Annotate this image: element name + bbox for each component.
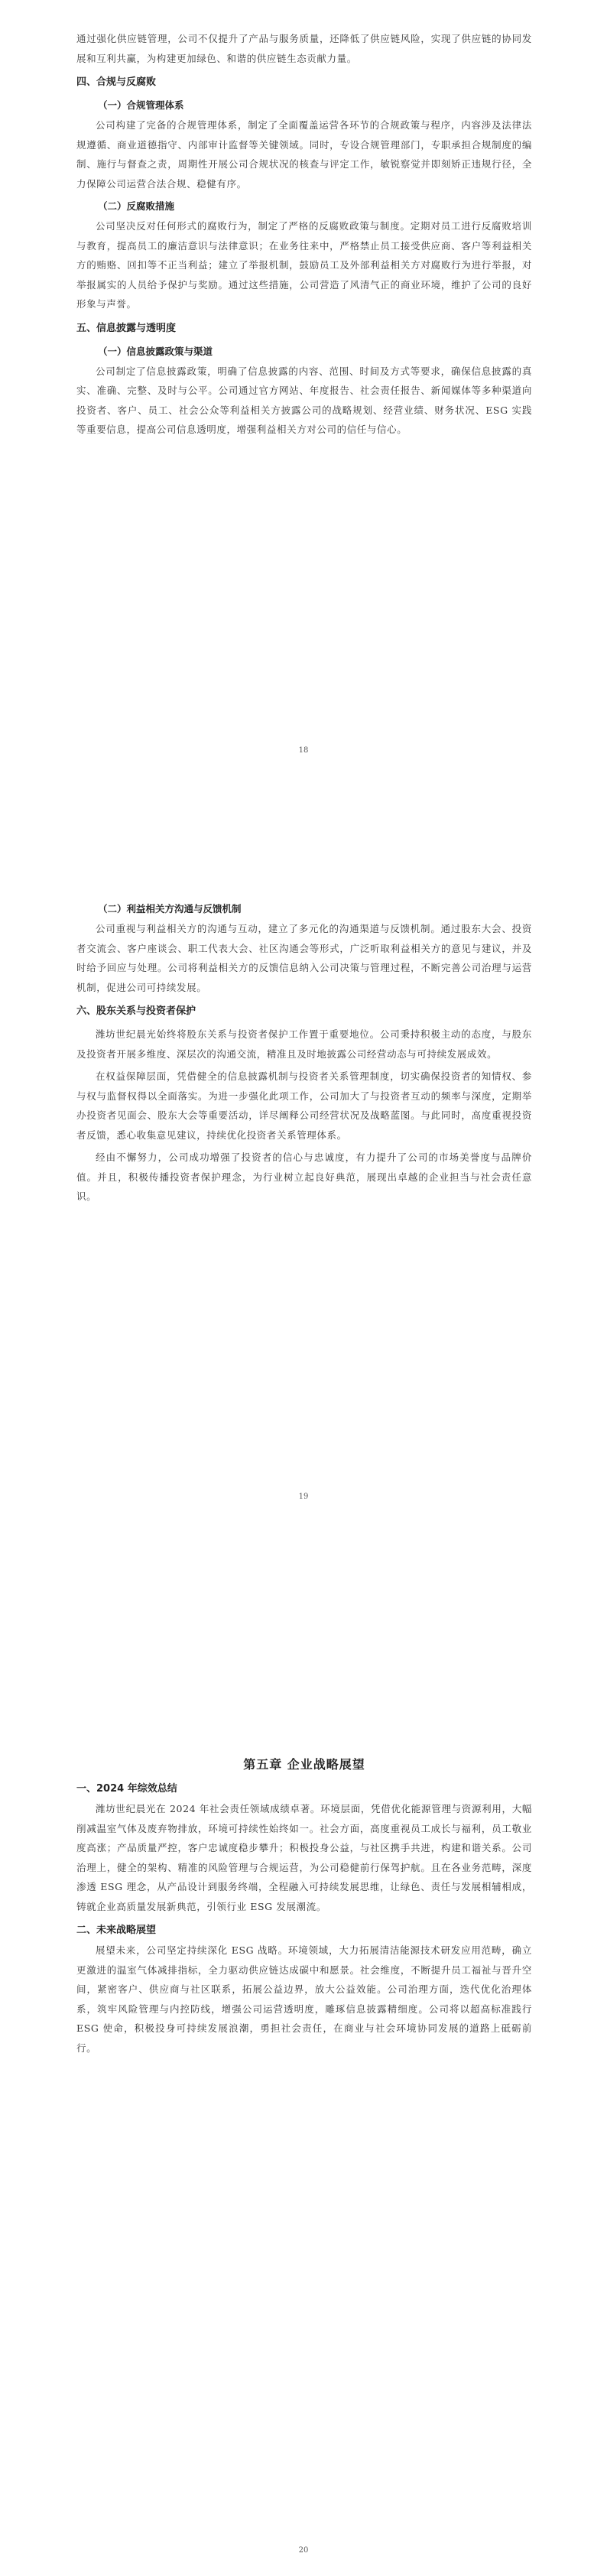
continuation-paragraph: 通过强化供应链管理，公司不仅提升了产品与服务质量，还降低了供应链风险，实现了供应链的协同发展和互利共赢，为构建更加绿色、和谐的供应链生态贡献力量。 [76, 33, 532, 64]
page-18-content [76, 29, 532, 440]
page-number: 18 [298, 746, 309, 755]
page-number: 19 [298, 1493, 309, 1501]
page-19 [0, 858, 607, 1717]
section-heading-shareholders: 六、股东关系与投资者保护 [76, 1005, 196, 1017]
subheading-anti-corruption: （二）反腐败措施 [98, 200, 175, 212]
chapter-title: 第五章 企业战略展望 [243, 1757, 365, 1772]
paragraph-shareholders-2: 在权益保障层面，凭借健全的信息披露机制与投资者关系管理制度，切实确保投资者的知情权、参与权与监督权得以全面落实。为进一步强化此项工作，公司加大了与投资者互动的频率与深度，定期举办投资者见面会、股东大会等重要活动，详尽阐释公司经营状况及战略蓝图。与此同时，高度重视投资者反馈，悉心收集意见建议，持续优化投资者关系管理体系。 [76, 1070, 532, 1141]
page-20-content [76, 1753, 532, 2058]
paragraph-compliance-system: 公司构建了完备的合规管理体系，制定了全面覆盖运营各环节的合规政策与程序，内容涉及法律法规遵循、商业道德指守、内部审计监督等关键领域。同时，专设合规管理部门，专职承担合规制度的编制、施行与督查之责，周期性开展公司合规状况的核查与评定工作，敏锐察觉并即刻矫正违规行径，全力保障公司运营合法合规、稳健有序。 [76, 119, 532, 190]
paragraph-shareholders-3: 经由不懈努力，公司成功增强了投资者的信心与忠诚度，有力提升了公司的市场美誉度与品牌价值。并且，积极传播投资者保护理念，为行业树立起良好典范，展现出卓越的企业担当与社会责任意识。 [76, 1152, 532, 1202]
subheading-compliance-system: （一）合规管理体系 [98, 99, 184, 111]
paragraph-2024-summary: 潍坊世纪晨光在 2024 年社会责任领域成绩卓著。环境层面，凭借优化能源管理与资源利用，大幅削减温室气体及废弃物排放，环境可持续性始终如一。社会方面，高度重视员工成长与福利，员工敬业度高涨；产品质量严控，客户忠诚度稳步攀升；积极投身公益，与社区携手共进，构建和谐关系。公司治理上，健全的架构、精准的风险管理与合规运营，为公司稳健前行保驾护航。且在各业务范畴，深度渗透 ESG 理念，从产品设计到服务终端，全程融入可持续发展思维，让绿色、责任与发展相辅相成，铸就企业高质量发展新典范，引领行业 ESG 发展潮流。 [76, 1803, 532, 1912]
paragraph-disclosure-policy: 公司制定了信息披露政策，明确了信息披露的内容、范围、时间及方式等要求，确保信息披露的真实、准确、完整、及时与公平。公司通过官方网站、年度报告、社会责任报告、新闻媒体等多种渠道向投资者、客户、员工、社会公众等利益相关方披露公司的战略规划、经营业绩、财务状况、ESG 实践等重要信息，提高公司信息透明度，增强利益相关方对公司的信任与信心。 [76, 365, 532, 435]
page-20 [0, 1717, 607, 2576]
paragraph-anti-corruption: 公司坚决反对任何形式的腐败行为，制定了严格的反腐败政策与制度。定期对员工进行反腐败培训与教育，提高员工的廉洁意识与法律意识；在业务往来中，严格禁止员工接受供应商、客户等利益相关方的贿赂、回扣等不正当利益；建立了举报机制，鼓励员工及外部利益相关方对腐败行为进行举报，对举报属实的人员给予保护与奖励。通过这些措施，公司营造了风清气正的商业环境，维护了公司的良好形象与声誉。 [76, 220, 532, 310]
paragraph-shareholders-1: 潍坊世纪晨光始终将股东关系与投资者保护工作置于重要地位。公司秉持积极主动的态度，与股东及投资者开展多维度、深层次的沟通交流，精准且及时地披露公司经营动态与可持续发展成效。 [76, 1028, 532, 1060]
subheading-disclosure-policy: （一）信息披露政策与渠道 [98, 345, 213, 357]
section-heading-future-strategy: 二、未来战略展望 [76, 1925, 157, 1936]
section-heading-2024-summary: 一、2024 年综效总结 [76, 1783, 177, 1795]
subheading-stakeholder-communication: （二）利益相关方沟通与反馈机制 [98, 903, 242, 914]
section-heading-disclosure: 五、信息披露与透明度 [76, 322, 177, 334]
page-18 [0, 0, 607, 858]
section-heading-compliance: 四、合规与反腐败 [76, 76, 157, 88]
paragraph-future-strategy: 展望未来，公司坚定持续深化 ESG 战略。环境领域，大力拓展清洁能源技术研发应用范畴，确立更激进的温室气体减排指标，全力驱动供应链达成碳中和愿景。社会维度，不断提升员工福祉与晋升空间，紧密客户、供应商与社区联系，拓展公益边界，放大公益效能。公司治理方面，迭代优化治理体系，筑牢风险管理与内控防线，增强公司运营透明度，雕琢信息披露精细度。公司将以超高标准践行 ESG 使命，积极投身可持续发展浪潮，勇担社会责任，在商业与社会环境协同发展的道路上砥砺前行。 [76, 1944, 532, 2054]
paragraph-stakeholder-communication: 公司重视与利益相关方的沟通与互动，建立了多元化的沟通渠道与反馈机制。通过股东大会、投资者交流会、客户座谈会、职工代表大会、社区沟通会等形式，广泛听取利益相关方的意见与建议，并及时给予回应与处理。公司将利益相关方的反馈信息纳入公司决策与管理过程，不断完善公司治理与运营机制，促进公司可持续发展。 [76, 923, 532, 993]
page-19-content [76, 899, 532, 1207]
page-number: 20 [298, 2546, 309, 2555]
